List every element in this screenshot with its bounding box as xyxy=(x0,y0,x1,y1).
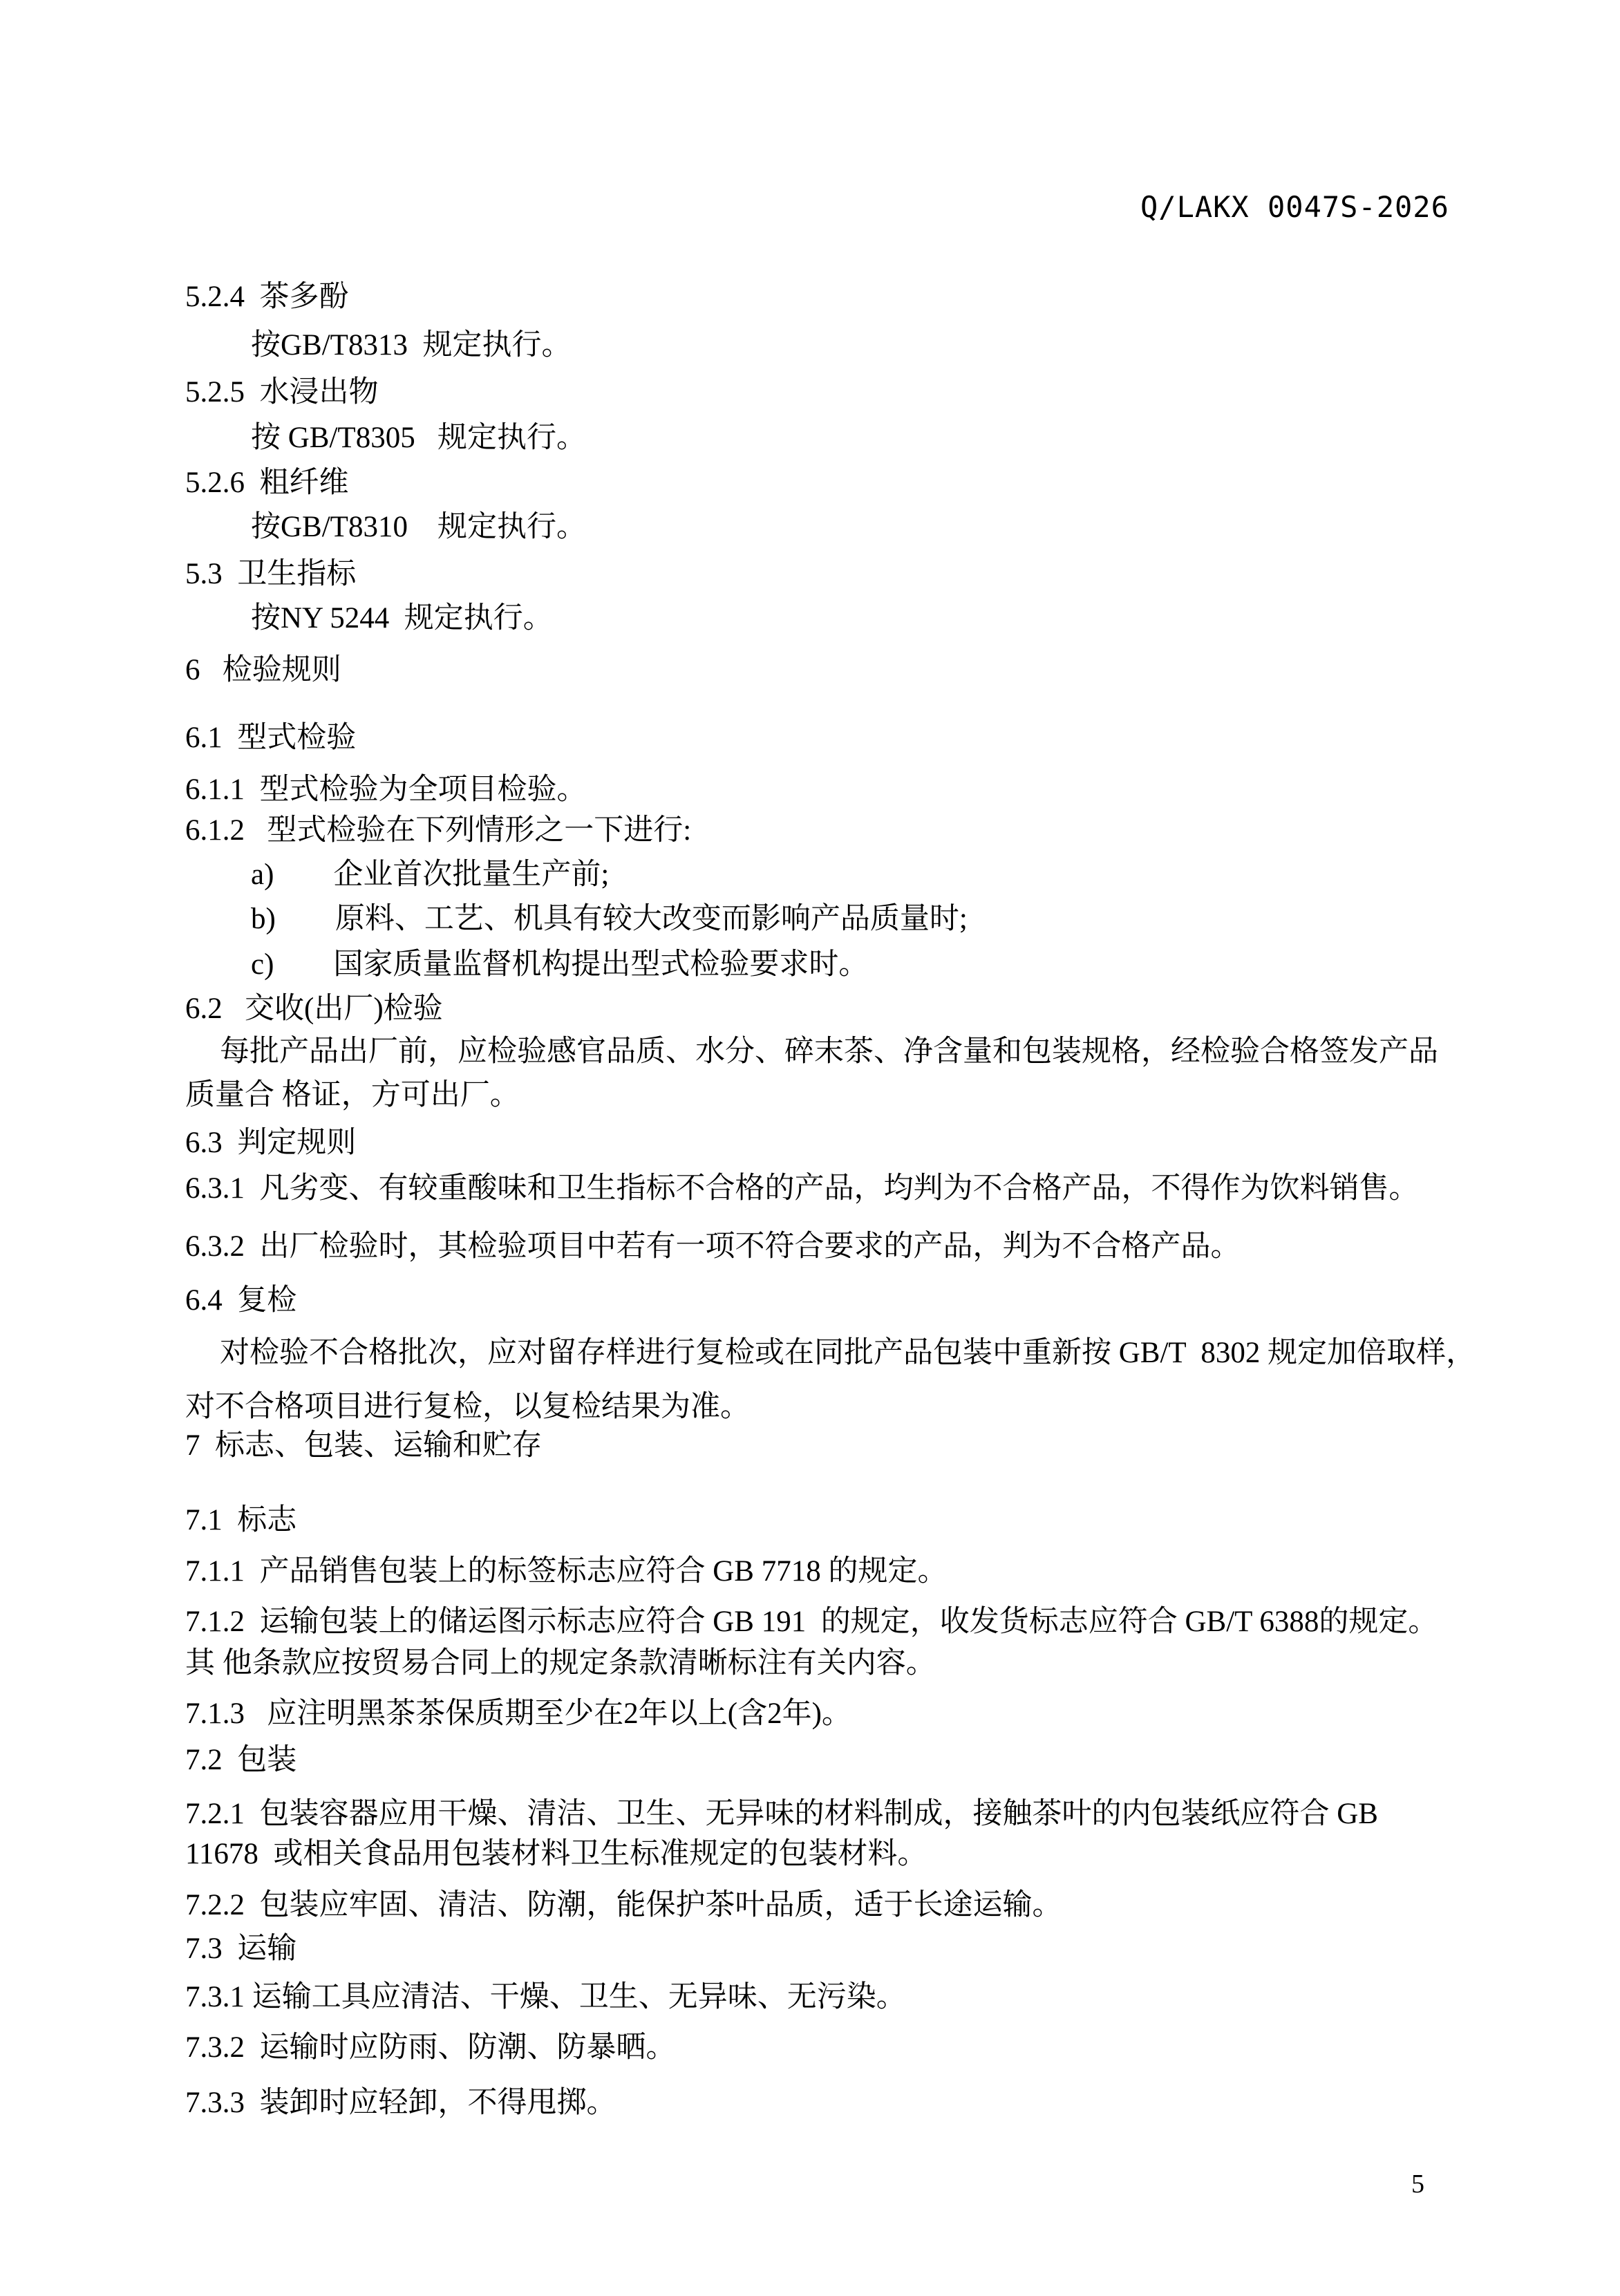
clause-6-1-1-text: 6.1.1 型式检验为全项目检验。 xyxy=(185,773,587,806)
clause-7-1-1-text: 7.1.1 产品销售包装上的标签标志应符合 GB 7718 的规定。 xyxy=(185,1555,948,1588)
clause-6-4-paragraph-line-1: 对检验不合格批次，应对留存样进行复检或在同批产品包装中重新按 GB/T 8302 规定加倍取样， xyxy=(220,1337,1476,1369)
clause-7-1-2-text-line-2: 其 他条款应按贸易合同上的规定条款清晰标注有关内容。 xyxy=(185,1647,936,1679)
clause-6-3-heading: 6.3 判定规则 xyxy=(185,1127,357,1159)
section-7-heading: 7 标志、包装、运输和贮存 xyxy=(185,1429,542,1462)
standard-code-header: Q/LAKX 0047S-2026 xyxy=(1140,190,1449,224)
clause-7-2-1-text-line-2: 11678 或相关食品用包装材料卫生标准规定的包装材料。 xyxy=(185,1838,927,1870)
clause-5-2-6-text: 按GB/T8310 规定执行。 xyxy=(251,511,586,543)
clause-7-3-2-text: 7.3.2 运输时应防雨、防潮、防暴晒。 xyxy=(185,2031,676,2064)
clause-7-3-1-text: 7.3.1 运输工具应清洁、干燥、卫生、无异味、无污染。 xyxy=(185,1981,906,2013)
clause-7-3-3-text: 7.3.3 装卸时应轻卸，不得甩掷。 xyxy=(185,2087,616,2119)
clause-5-2-4-heading: 5.2.4 茶多酚 xyxy=(185,281,349,313)
clause-5-3-heading: 5.3 卫生指标 xyxy=(185,558,357,590)
clause-7-1-2-text-line-1: 7.1.2 运输包装上的储运图示标志应符合 GB 191 的规定，收发货标志应符合 GB/T 6388的规定。 xyxy=(185,1606,1438,1638)
clause-6-4-paragraph-line-2: 对不合格项目进行复检，以复检结果为准。 xyxy=(185,1391,750,1423)
clause-6-1-2-text: 6.1.2 型式检验在下列情形之一下进行: xyxy=(185,814,692,847)
page-number: 5 xyxy=(1411,2170,1424,2199)
list-item-a: a) 企业首次批量生产前; xyxy=(251,858,610,891)
clause-5-2-5-text: 按 GB/T8305 规定执行。 xyxy=(251,422,586,454)
clause-6-2-heading: 6.2 交收(出厂)检验 xyxy=(185,992,443,1025)
list-item-c: c) 国家质量监督机构提出型式检验要求时。 xyxy=(251,948,869,981)
clause-7-2-1-text-line-1: 7.2.1 包装容器应用干燥、清洁、卫生、无异味的材料制成，接触茶叶的内包装纸应符合 GB xyxy=(185,1798,1378,1830)
clause-5-2-6-heading: 5.2.6 粗纤维 xyxy=(185,467,349,499)
clause-7-2-heading: 7.2 包装 xyxy=(185,1744,297,1776)
clause-6-3-2-text: 6.3.2 出厂检验时，其检验项目中若有一项不符合要求的产品，判为不合格产品。 xyxy=(185,1230,1241,1263)
clause-5-3-text: 按NY 5244 规定执行。 xyxy=(251,602,553,634)
clause-6-4-heading: 6.4 复检 xyxy=(185,1284,297,1317)
clause-6-2-paragraph-line-2: 质量合 格证，方可出厂。 xyxy=(185,1079,520,1111)
clause-7-1-3-text: 7.1.3 应注明黑茶茶保质期至少在2年以上(含2年)。 xyxy=(185,1697,851,1730)
clause-6-2-paragraph-line-1: 每批产品出厂前，应检验感官品质、水分、碎末茶、净含量和包装规格，经检验合格签发产品 xyxy=(220,1035,1438,1068)
clause-7-2-2-text: 7.2.2 包装应牢固、清洁、防潮，能保护茶叶品质，适于长途运输。 xyxy=(185,1889,1062,1921)
clause-6-1-heading: 6.1 型式检验 xyxy=(185,722,357,754)
list-item-b: b) 原料、工艺、机具有较大改变而影响产品质量时; xyxy=(251,903,968,935)
clause-7-3-heading: 7.3 运输 xyxy=(185,1932,297,1965)
section-6-heading: 6 检验规则 xyxy=(185,654,341,686)
clause-7-1-heading: 7.1 标志 xyxy=(185,1504,297,1536)
clause-5-2-4-text: 按GB/T8313 规定执行。 xyxy=(251,329,572,361)
clause-6-3-1-text: 6.3.1 凡劣变、有较重酸味和卫生指标不合格的产品，均判为不合格产品，不得作为饮料销售。 xyxy=(185,1172,1419,1205)
clause-5-2-5-heading: 5.2.5 水浸出物 xyxy=(185,376,379,408)
